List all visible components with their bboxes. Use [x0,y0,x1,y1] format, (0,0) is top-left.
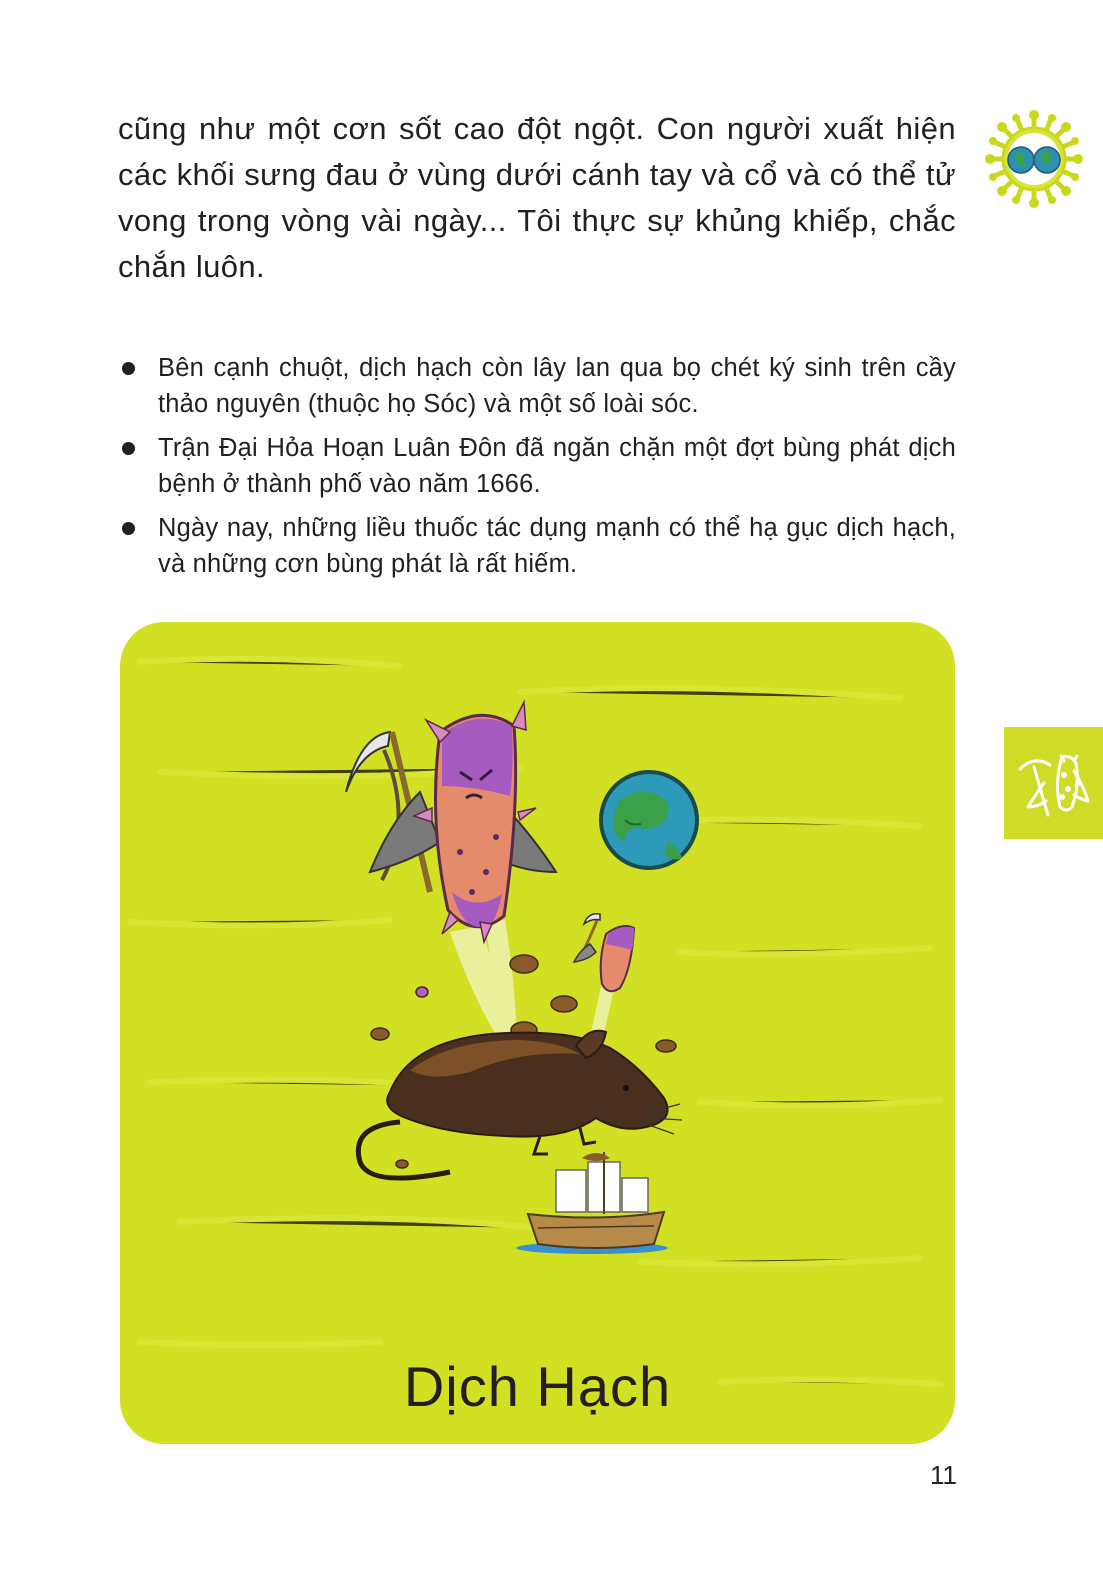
bullet-dot-icon [122,442,135,455]
list-item [118,510,956,582]
card-title: Dịch Hạch [403,1355,672,1418]
intro-paragraph: cũng như một cơn sốt cao đột ngột. Con người xuất hiện các khối sưng đau ở vùng dưới cánh tay và cổ và có thể tử vong trong vòng vài ngày... Tôi thực sự khủng khiếp, chắc chắn luôn. [118,111,956,284]
list-item-text: Ngày nay, những liều thuốc tác dụng mạnh có thể hạ gục dịch hạch, và những cơn bùng phát là rất hiếm. [158,514,956,578]
list-item [118,350,956,422]
list-item-text: Bên cạnh chuột, dịch hạch còn lây lan qua bọ chét ký sinh trên cầy thảo nguyên (thuộc họ Sóc) và một số loài sóc. [158,354,956,418]
fact-list [118,350,956,590]
small-reaper-bacterium [574,914,634,991]
bacteria-scythe-icon [1004,727,1103,839]
page-number: 11 [930,1460,957,1490]
reaper-bacterium [346,702,556,942]
virus-globe-icon [985,110,1083,208]
list-item [118,430,956,502]
ship [516,1152,668,1254]
plague-illustration-card [120,622,955,1444]
list-item-text: Trận Đại Hỏa Hoạn Luân Đôn đã ngăn chặn một đợt bùng phát dịch bệnh ở thành phố vào năm 1666. [158,434,956,498]
plague-illustration [120,622,955,1444]
rat [358,1031,682,1178]
chapter-side-tab [1004,727,1103,839]
globe-icon [601,772,697,868]
bullet-dot-icon [122,522,135,535]
bullet-dot-icon [122,362,135,375]
